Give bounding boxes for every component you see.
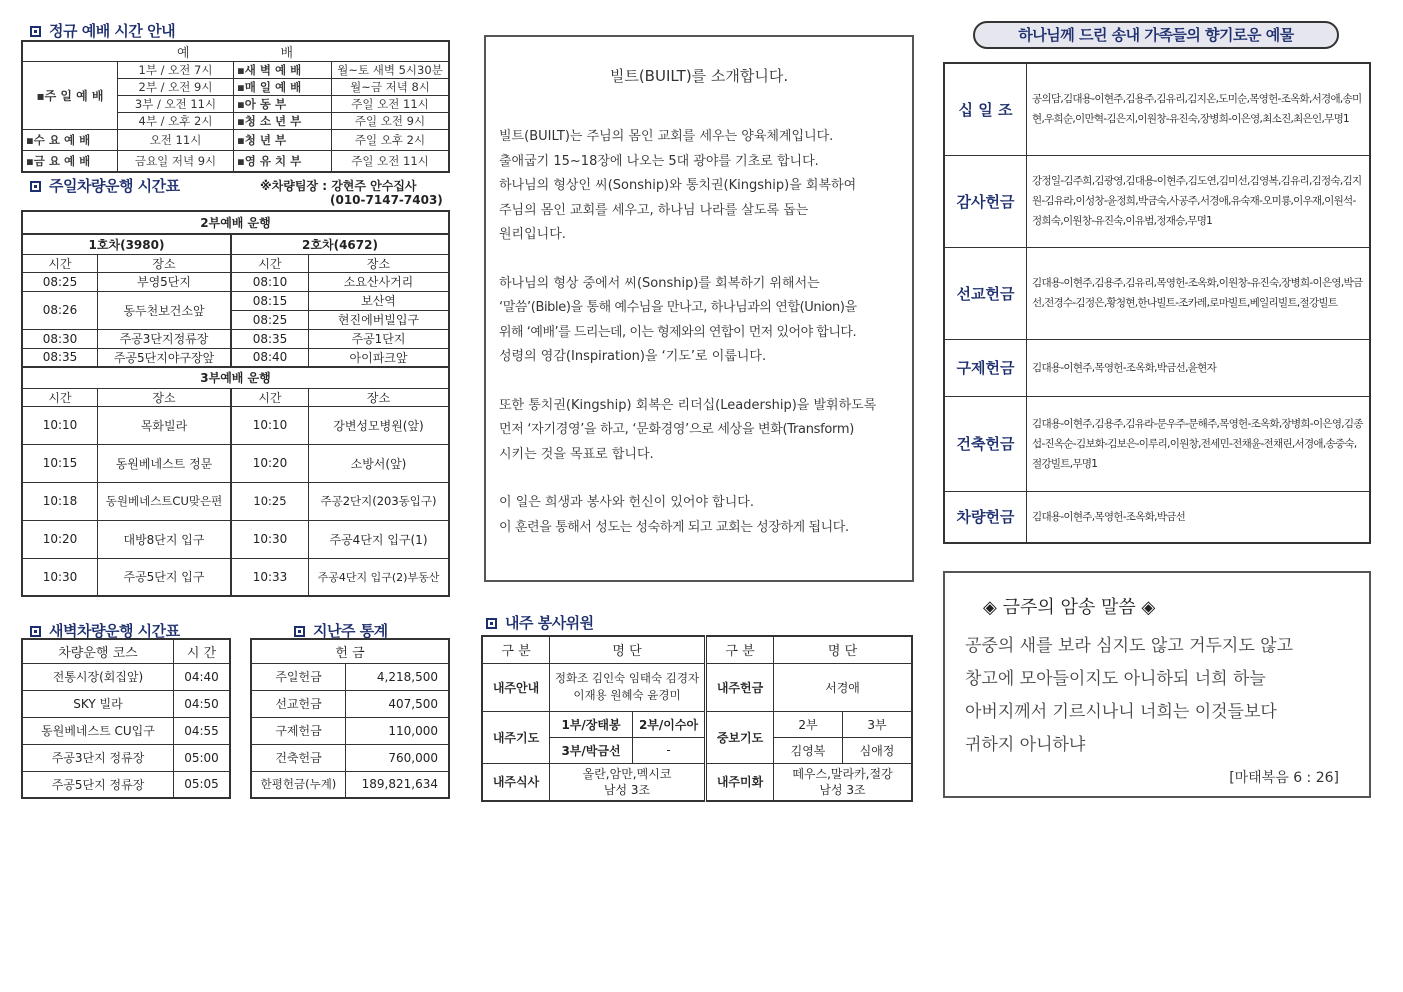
bus-time: 08:25 [22,272,98,291]
intercession-header-2: 2부 [774,711,843,737]
bus-place: 아이파크앞 [309,348,450,367]
bus-place: 소요산사거리 [309,272,450,291]
table-row [22,520,449,558]
bus-time: 08:40 [231,348,309,367]
bus-place: 주공1단지 [309,329,450,348]
verse-line: 공중의 새를 보라 심지도 않고 거두지도 않고 [965,636,1294,656]
text-line: 성령의 영감(Inspiration)을 ‘기도’로 이룹니다. [499,349,767,364]
bus-time: 08:35 [22,348,98,367]
col-time: 시간 [22,388,98,406]
bus-section-title: 주일차량운행 시간표 [30,175,180,196]
offering-row [944,339,1370,396]
bus-place: 소방서(앞) [309,444,450,482]
text-line: 하나님의 형상 중에서 씨(Sonship)를 회복하기 위해서는 [499,275,820,291]
table-row [22,744,230,771]
time: 04:50 [174,690,231,717]
text-line: 원리입니다. [499,227,566,242]
intercession-name-3: 심애정 [843,737,913,763]
bus-time: 10:30 [231,520,309,558]
name-line: 올란,암만,멕시코 [582,766,672,781]
built-paragraph [499,394,904,468]
infant-time: 주일 오전 11시 [332,151,450,172]
bus-time: 10:10 [231,406,309,444]
col-place: 장소 [309,388,450,406]
square-bullet-icon [30,26,41,37]
time: 05:05 [174,771,231,798]
offering-category: 차량헌금 [944,491,1027,543]
cleaning-names [774,763,913,801]
intercession-label: 중보기도 [706,711,774,763]
offerings-title-pill: 하나님께 드린 송내 가족들의 향기로운 예물 [973,21,1339,49]
bus-manager: ※차량팀장 : 강현주 안수집사 [260,179,417,193]
cleaning-label: 내주미화 [706,763,774,801]
offering-row [944,396,1370,491]
sunday-label: ▪주 일 예 배 [22,62,118,130]
dawn-bus-table [21,638,231,799]
wednesday-time: 오전 11시 [118,130,234,151]
guide-names [550,663,706,711]
verse-line: 아버지께서 기르시나니 너희는 이것들보다 [965,702,1277,722]
offering-label: 내주헌금 [706,663,774,711]
col-time: 시 간 [174,639,231,663]
children-time: 주일 오전 11시 [332,96,450,113]
bus-time: 08:30 [22,329,98,348]
col-place: 장소 [98,388,232,406]
bus-place: 부영5단지 [98,272,232,291]
offering-names: 서경애 [774,663,913,711]
built-intro-box [484,35,914,582]
bus-time: 08:10 [231,272,309,291]
table-row [251,744,449,771]
dawn-label: ▪새 벽 예 배 [234,62,332,79]
col-division: 구 분 [706,636,774,663]
col-names: 명 단 [774,636,913,663]
stats-value: 760,000 [346,744,450,771]
offering-names: 김대용-이현주,김용주,김유리,목영헌-조옥화,이원창-유진숙,장병희-이은영,박금선,전경수-김정은,황청현,한나빌트-조카레,로마빌트,베일리빌트,절강빌트 [1027,247,1371,339]
bus-place: 동원베네스트CU맞은편 [98,482,232,520]
text-line: 이 훈련을 통해서 성도는 성숙하게 되고 교회는 성장하게 됩니다. [499,519,849,535]
bus-place: 동두천보건소앞 [98,291,232,329]
built-paragraph [499,272,904,370]
offering-category: 건축헌금 [944,396,1027,491]
col-place: 장소 [309,254,450,272]
course: SKY 빌라 [22,690,174,717]
bus-place: 강변성모병원(앞) [309,406,450,444]
text-line: 먼저 ‘자기경영’을 하고, ‘문화경영’으로 세상을 변화(Transform) [499,422,854,437]
table-row [251,717,449,744]
square-bullet-icon [294,626,305,637]
bus-time: 10:25 [231,482,309,520]
bus-manager-phone: (010-7147-7403) [330,193,443,207]
prayer-2: 2부/이수아 [633,711,706,737]
text-line: 시키는 것을 목표로 합니다. [499,446,654,462]
offering-category: 감사헌금 [944,155,1027,247]
text-line: 이 일은 희생과 봉사와 헌신이 있어야 합니다. [499,495,754,510]
col-division: 구 분 [482,636,550,663]
young-adult-time: 주일 오후 2시 [332,130,450,151]
intercession-name-2: 김영복 [774,737,843,763]
verse-reference: [마태복음 6 : 26] [1229,770,1339,786]
bus-time: 10:33 [231,558,309,596]
built-paragraph [499,125,904,248]
sunday-bus-table [21,210,450,597]
table-row [251,690,449,717]
stats-label: 구제헌금 [251,717,346,744]
bus-place: 현진에버빌입구 [309,310,450,329]
bus-time: 10:20 [231,444,309,482]
offering-names: 공의담,김대용-이현주,김용주,김유리,김지온,도미순,목영헌-조옥화,서경애,송미현,우희순,이만혁-김은지,이원창-유진숙,장병희-이은영,최소진,최은인,무명1 [1027,63,1371,155]
stats-value: 189,821,634 [346,771,450,798]
sunday-time-4: 4부 / 오후 2시 [118,113,234,130]
table-row [22,272,449,291]
table-row [22,663,230,690]
bus-place: 대방8단지 입구 [98,520,232,558]
stats-label: 주일헌금 [251,663,346,690]
guide-label: 내주안내 [482,663,550,711]
offering-row [944,247,1370,339]
name-line: 이재용 원혜숙 윤경미 [573,688,681,702]
table-row [22,291,449,310]
bus-time: 08:26 [22,291,98,329]
bus-place: 동원베네스트 정문 [98,444,232,482]
built-paragraph [499,491,904,540]
square-bullet-icon [30,181,41,192]
dawn-time: 월~토 새벽 5시30분 [332,62,450,79]
stats-label: 선교헌금 [251,690,346,717]
meal-names [550,763,706,801]
col-time: 시간 [22,254,98,272]
young-adult-label: ▪청 년 부 [234,130,332,151]
bus-time: 08:15 [231,291,309,310]
offering-names: 김대용-이현주,목영헌-조옥화,박금선 [1027,491,1371,543]
course: 주공3단지 정류장 [22,744,174,771]
verse-body [965,630,1293,762]
table-row [22,771,230,798]
stats-section-title: 지난주 통계 [294,620,388,641]
stats-header: 헌 금 [251,639,449,663]
service-table [481,635,913,802]
table-row [22,717,230,744]
stats-value: 407,500 [346,690,450,717]
worship-header: 예 배 [22,41,449,62]
name-line: 떼우스,말라카,절강 [792,766,893,781]
dawn-bus-section-title: 새벽차량운행 시간표 [30,620,180,641]
prayer-label: 내주기도 [482,711,550,763]
intercession-header-3: 3부 [843,711,913,737]
bus-place: 주공5단지야구장앞 [98,348,232,367]
name-line: 남성 3조 [603,782,651,797]
verse-line: 귀하지 아니하냐 [965,735,1086,755]
offering-row [944,491,1370,543]
offering-row [944,63,1370,155]
stats-label: 건축헌금 [251,744,346,771]
bus-time: 08:35 [231,329,309,348]
course: 전통시장(회집앞) [22,663,174,690]
offering-names: 김대용-이현주,목영헌-조옥화,박금선,윤현자 [1027,339,1371,396]
offerings-table [943,62,1371,544]
bus-place: 주공3단지정류장 [98,329,232,348]
wednesday-label: ▪수 요 예 배 [22,130,118,151]
youth-label: ▪청 소 년 부 [234,113,332,130]
course: 주공5단지 정류장 [22,771,174,798]
service-section-title: 내주 봉사위원 [486,612,594,633]
bus-time: 10:20 [22,520,98,558]
built-body [499,125,904,540]
time: 04:40 [174,663,231,690]
offering-category: 선교헌금 [944,247,1027,339]
built-title: 빌트(BUILT)를 소개합니다. [609,67,789,85]
prayer-1: 1부/장태봉 [550,711,633,737]
memory-verse-box [943,571,1371,798]
table-row [22,348,449,367]
bus-time: 08:25 [231,310,309,329]
bus-time: 10:15 [22,444,98,482]
bus-time: 10:30 [22,558,98,596]
second-service-title: 2부예배 운행 [22,211,449,234]
stats-label: 한평헌금(누계) [251,771,346,798]
text-line: 출애굽기 15~18장에 나오는 5대 광야를 기초로 합니다. [499,153,819,169]
friday-time: 금요일 저녁 9시 [118,151,234,172]
bus-place: 주공2단지(203동입구) [309,482,450,520]
stats-value: 4,218,500 [346,663,450,690]
table-row [22,690,230,717]
meal-label: 내주식사 [482,763,550,801]
bus-place: 주공4단지 입구(2)부동산 [309,558,450,596]
third-service-title: 3부예배 운행 [22,367,449,388]
time: 04:55 [174,717,231,744]
sunday-time-3: 3부 / 오전 11시 [118,96,234,113]
col-time: 시간 [231,388,309,406]
text-line: 빌트(BUILT)는 주님의 몸인 교회를 세우는 양육체계입니다. [499,129,834,144]
offering-names: 김대용-이현주,김용주,김유라-문우주-문해주,목영헌-조옥화,장병희-이은영,김종섭-진옥순-김보화-김보은-이루리,이원창,전세민-전채윤-전채린,서경애,송중숙,절강빌트,무명1 [1027,396,1371,491]
table-row [22,482,449,520]
verse-title: ◈ 금주의 암송 말씀 ◈ [983,597,1156,618]
offering-category: 구제헌금 [944,339,1027,396]
bus-time: 10:10 [22,406,98,444]
bus-place: 보산역 [309,291,450,310]
offering-names: 강정일-김주희,김광영,김대용-이현주,김도연,김미선,김영복,김유리,김정숙,김지원-김유라,이성창-윤정희,박금숙,사공주,서경애,유숙재-오미룡,이우재,이원석-정희숙,이원창-유진숙,이유범,정재승,무명1 [1027,155,1371,247]
car-1-header: 1호차(3980) [22,234,231,254]
table-row [22,406,449,444]
name-line: 정화조 김인숙 임태숙 김경자 [554,671,700,685]
course: 동원베네스트 CU입구 [22,717,174,744]
friday-label: ▪금 요 예 배 [22,151,118,172]
text-line: 주님의 몸인 교회를 세우고, 하나님 나라를 살도록 돕는 [499,202,809,218]
bus-place: 주공4단지 입구(1) [309,520,450,558]
infant-label: ▪영 유 치 부 [234,151,332,172]
table-row [251,663,449,690]
worship-section-title: 정규 예배 시간 안내 [30,20,175,41]
car-2-header: 2호차(4672) [231,234,449,254]
text-line: 또한 통치권(Kingship) 회복은 리더십(Leadership)을 발휘하도록 [499,397,877,413]
prayer-3: 3부/박금선 [550,737,633,763]
worship-schedule-table [21,40,450,173]
bus-place: 목화빌라 [98,406,232,444]
table-row [22,444,449,482]
bus-time: 10:18 [22,482,98,520]
time: 05:00 [174,744,231,771]
daily-time: 월~금 저녁 8시 [332,79,450,96]
col-course: 차량운행 코스 [22,639,174,663]
text-line: 위해 ‘예배’를 드리는데, 이는 형제와의 연합이 먼저 있어야 합니다. [499,324,857,340]
table-row [22,329,449,348]
sunday-time-1: 1부 / 오전 7시 [118,62,234,79]
col-place: 장소 [98,254,232,272]
bus-place: 주공5단지 입구 [98,558,232,596]
daily-label: ▪매 일 예 배 [234,79,332,96]
name-line: 남성 3조 [819,782,866,797]
table-row [22,558,449,596]
offering-row [944,155,1370,247]
sunday-time-2: 2부 / 오전 9시 [118,79,234,96]
table-row [251,771,449,798]
stats-table [250,638,450,799]
verse-line: 창고에 모아들이지도 아니하되 너희 하늘 [965,669,1266,689]
text-line: 하나님의 형상인 씨(Sonship)와 통치권(Kingship)을 회복하여 [499,178,857,193]
youth-time: 주일 오전 9시 [332,113,450,130]
square-bullet-icon [486,618,497,629]
prayer-4: - [633,737,706,763]
square-bullet-icon [30,626,41,637]
children-label: ▪아 동 부 [234,96,332,113]
col-names: 명 단 [550,636,706,663]
offering-category: 십 일 조 [944,63,1027,155]
stats-value: 110,000 [346,717,450,744]
col-time: 시간 [231,254,309,272]
text-line: ‘말씀’(Bible)을 통해 예수님을 만나고, 하나님과의 연합(Union)을 [499,300,857,315]
